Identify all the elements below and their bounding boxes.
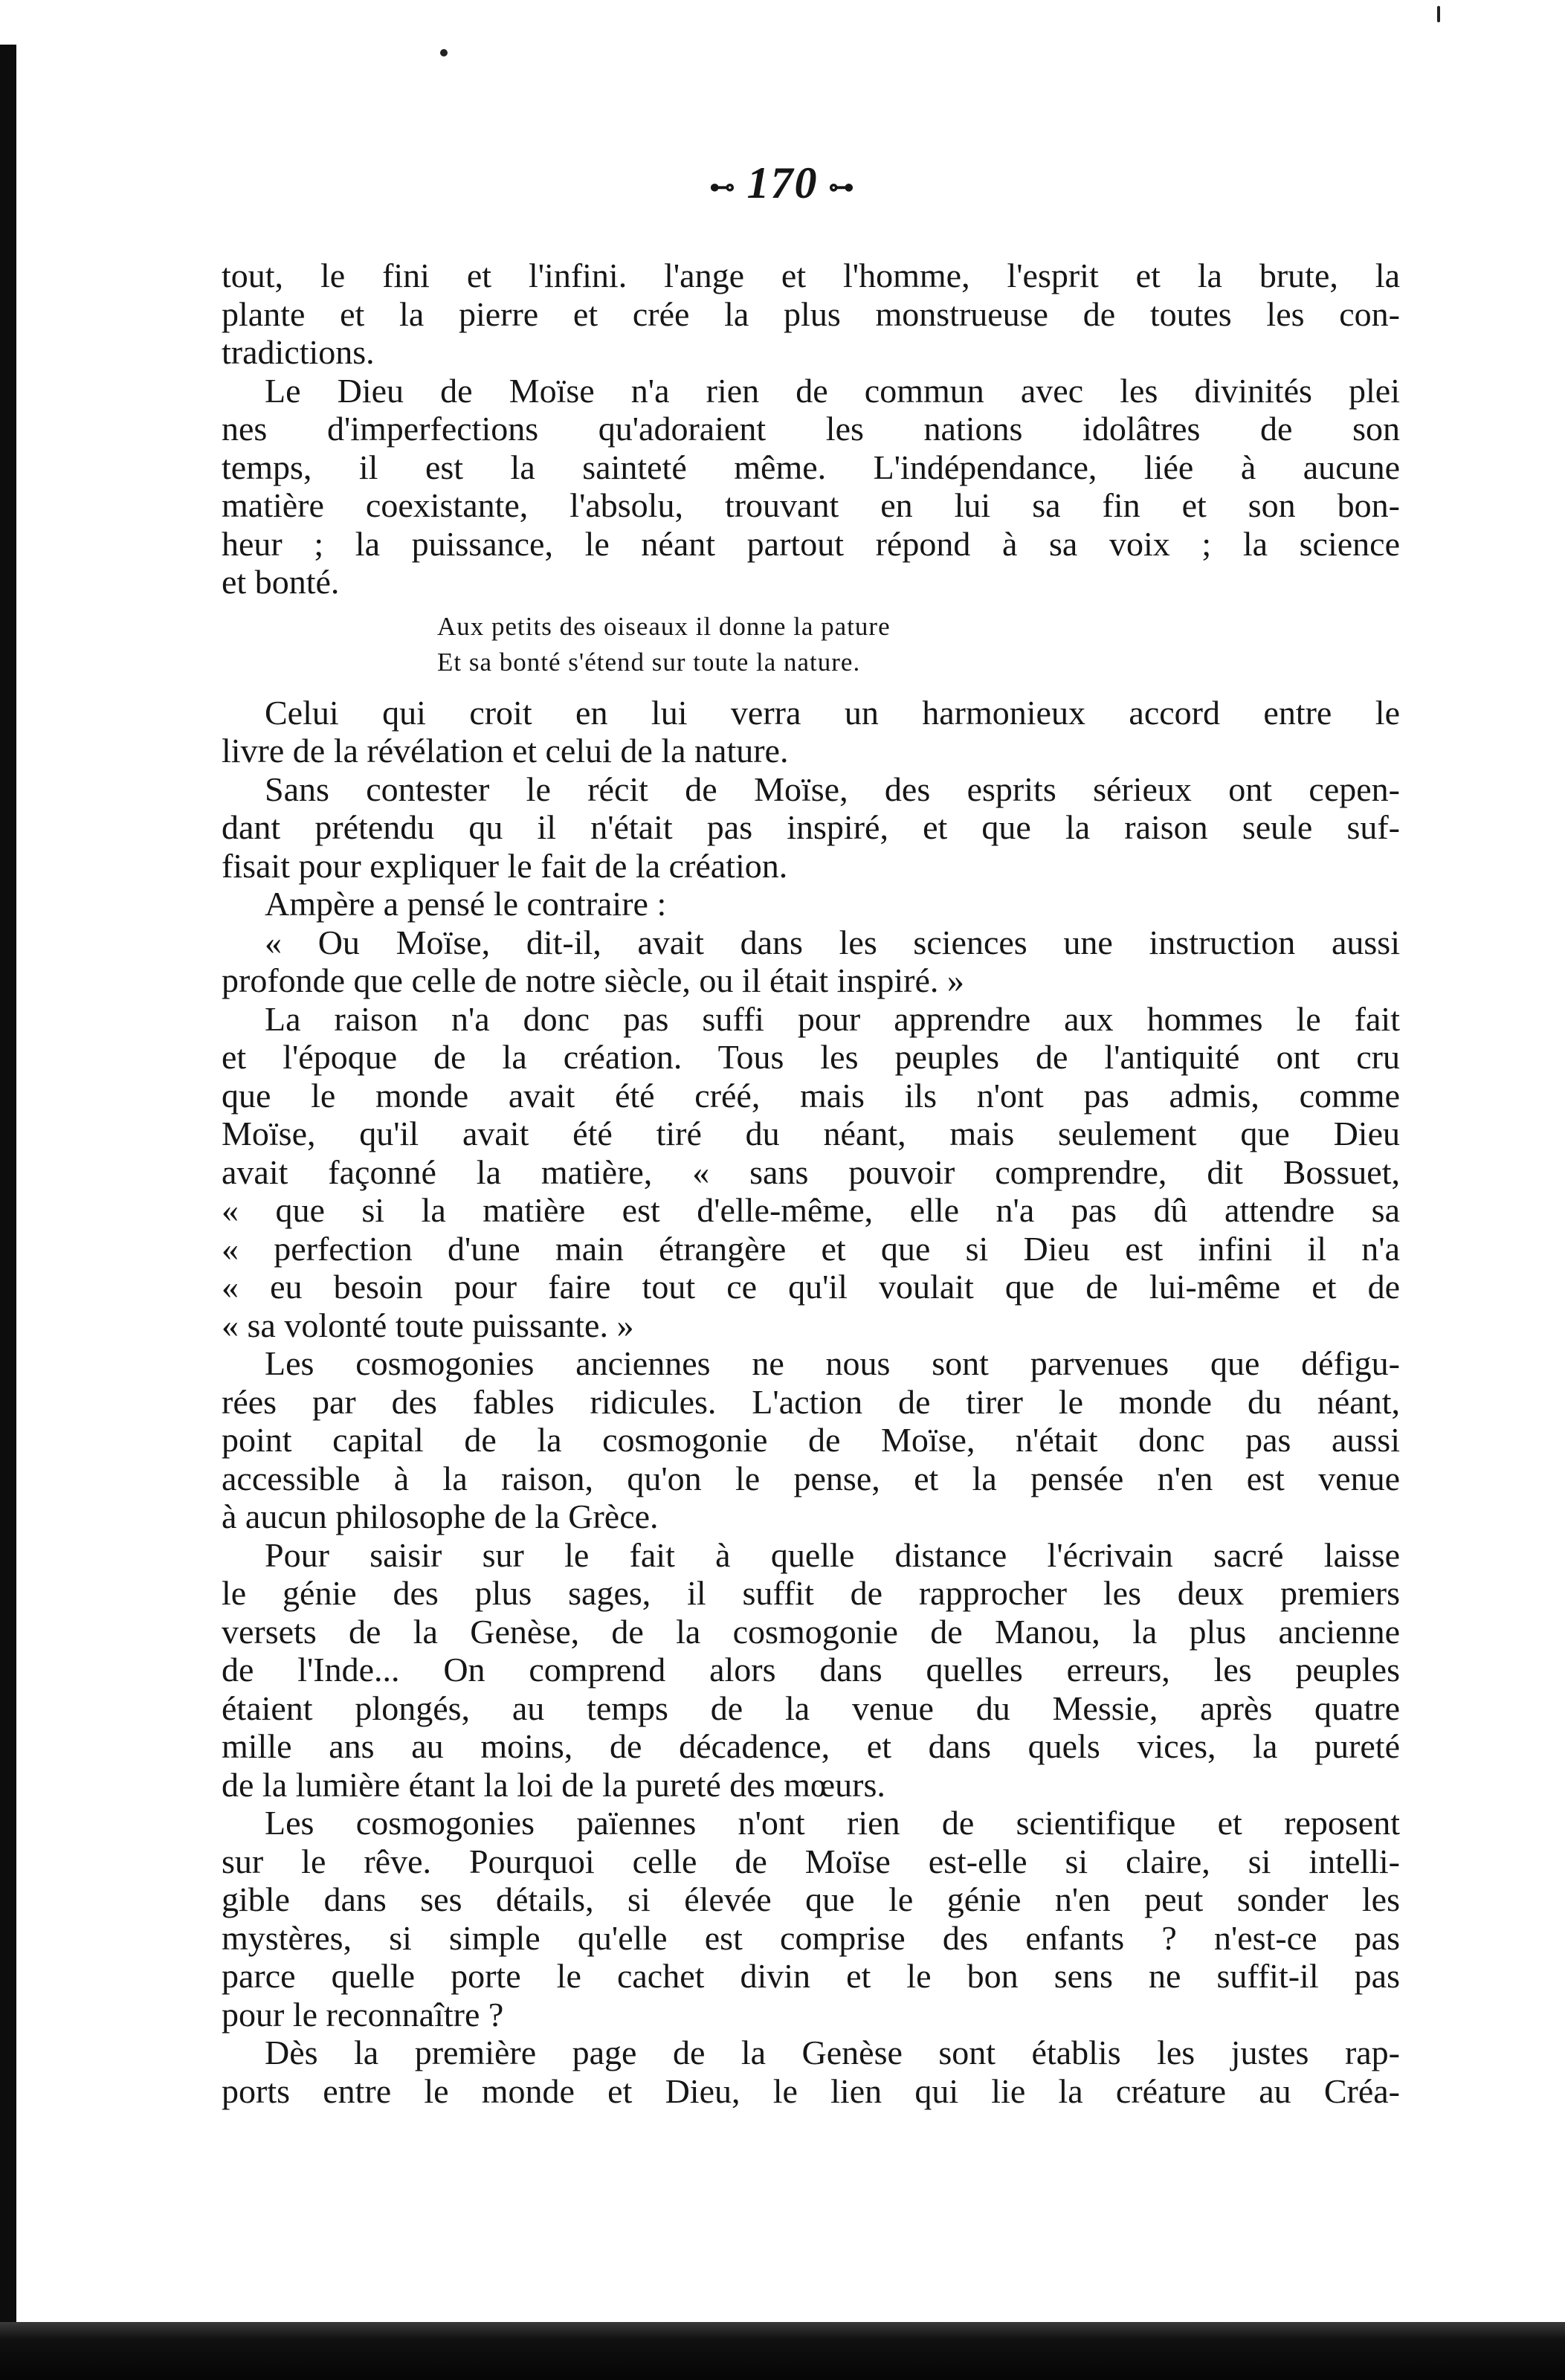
- text-line: ports entre le monde et Dieu, le lien qui lie la créature au Créa-: [222, 2071, 1400, 2110]
- verse-line: Aux petits des oiseaux il donne la pature: [437, 611, 891, 641]
- text-line: accessible à la raison, qu'on le pense, et la pensée n'en est venue: [222, 1459, 1400, 1497]
- text-line: tout, le fini et l'infini. l'ange et l'homme, l'esprit et la brute, la: [222, 257, 1400, 294]
- text-line: Celui qui croit en lui verra un harmonieux accord entre le: [265, 693, 1400, 732]
- text-line: « eu besoin pour faire tout ce qu'il voulait que de lui-même et de: [222, 1268, 1400, 1306]
- text-line: de l'Inde... On comprend alors dans quelles erreurs, les peuples: [222, 1651, 1400, 1689]
- text-line: gible dans ses détails, si élevée que le génie n'en peut sonder les: [222, 1880, 1400, 1918]
- text-line: pour le reconnaître ?: [222, 1995, 504, 2034]
- binding-edge-left: [0, 45, 16, 2380]
- text-line: Les cosmogonies païennes n'ont rien de scientifique et reposent: [265, 1804, 1400, 1842]
- text-line: heur ; la puissance, le néant partout répond à sa voix ; la science: [222, 524, 1400, 563]
- ornament-right: ⊶: [828, 174, 856, 202]
- text-line: sur le rêve. Pourquoi celle de Moïse est-elle si claire, si intelli-: [222, 1842, 1400, 1880]
- text-line: parce quelle porte le cachet divin et le bon sens ne suffit-il pas: [222, 1957, 1400, 1995]
- page-number: [0, 158, 1565, 209]
- ink-speck: [440, 49, 448, 57]
- text-line: le génie des plus sages, il suffit de rapprocher les deux premiers: [222, 1574, 1400, 1612]
- text-line: et bonté.: [222, 563, 340, 601]
- text-line: que le monde avait été créé, mais ils n'ont pas admis, comme: [222, 1076, 1400, 1115]
- text-line: « perfection d'une main étrangère et que si Dieu est infini il n'a: [222, 1229, 1400, 1268]
- text-line: de la lumière étant la loi de la pureté des mœurs.: [222, 1765, 885, 1804]
- text-line: fisait pour expliquer le fait de la création.: [222, 846, 788, 885]
- text-line: « sa volonté toute puissante. »: [222, 1306, 634, 1344]
- text-line: « que si la matière est d'elle-même, elle n'a pas dû attendre sa: [222, 1191, 1400, 1229]
- text-line: Sans contester le récit de Moïse, des esprits sérieux ont cepen-: [265, 770, 1400, 808]
- ink-speck: [1437, 6, 1440, 22]
- text-line: étaient plongés, au temps de la venue du Messie, après quatre: [222, 1689, 1400, 1727]
- verse-quote: [222, 602, 1400, 694]
- text-line: mystères, si simple qu'elle est comprise des enfants ? n'est-ce pas: [222, 1918, 1400, 1957]
- text-line: tradictions.: [222, 333, 375, 371]
- text-line: rées par des fables ridicules. L'action de tirer le monde du néant,: [222, 1382, 1400, 1421]
- text-line: point capital de la cosmogonie de Moïse, n'était donc pas aussi: [222, 1421, 1400, 1459]
- text-line: mille ans au moins, de décadence, et dans quels vices, la pureté: [222, 1727, 1400, 1765]
- text-line: temps, il est la sainteté même. L'indépendance, liée à aucune: [222, 448, 1400, 486]
- text-line: Pour saisir sur le fait à quelle distance l'écrivain sacré laisse: [265, 1535, 1400, 1574]
- text-line: profonde que celle de notre siècle, ou il était inspiré. »: [222, 961, 964, 999]
- text-line: à aucun philosophe de la Grèce.: [222, 1497, 659, 1535]
- text-line: plante et la pierre et crée la plus monstrueuse de toutes les con-: [222, 294, 1400, 333]
- text-line: Ampère a pensé le contraire :: [265, 885, 667, 923]
- page-number-value: 170: [746, 158, 819, 207]
- page-body: [222, 257, 1400, 2110]
- text-line: Moïse, qu'il avait été tiré du néant, mais seulement que Dieu: [222, 1115, 1400, 1152]
- text-line: matière coexistante, l'absolu, trouvant en lui sa fin et son bon-: [222, 486, 1400, 524]
- text-line: dant prétendu qu il n'était pas inspiré, et que la raison seule suf-: [222, 808, 1400, 846]
- text-line: et l'époque de la création. Tous les peuples de l'antiquité ont cru: [222, 1038, 1400, 1076]
- verse-line: Et sa bonté s'étend sur toute la nature.: [437, 647, 861, 677]
- ornament-left: ⊷: [709, 174, 737, 202]
- text-line: avait façonné la matière, « sans pouvoir comprendre, dit Bossuet,: [222, 1152, 1400, 1191]
- text-line: Les cosmogonies anciennes ne nous sont parvenues que défigu-: [265, 1344, 1400, 1382]
- binding-edge-bottom: [0, 2322, 1565, 2380]
- text-line: Le Dieu de Moïse n'a rien de commun avec les divinités plei: [265, 371, 1400, 410]
- text-line: La raison n'a donc pas suffi pour apprendre aux hommes le fait: [265, 999, 1400, 1038]
- text-line: nes d'imperfections qu'adoraient les nations idolâtres de son: [222, 410, 1400, 448]
- text-line: « Ou Moïse, dit-il, avait dans les sciences une instruction aussi: [265, 923, 1400, 961]
- text-line: Dès la première page de la Genèse sont établis les justes rap-: [265, 2034, 1400, 2071]
- text-line: livre de la révélation et celui de la nature.: [222, 732, 789, 770]
- text-line: versets de la Genèse, de la cosmogonie de Manou, la plus ancienne: [222, 1612, 1400, 1651]
